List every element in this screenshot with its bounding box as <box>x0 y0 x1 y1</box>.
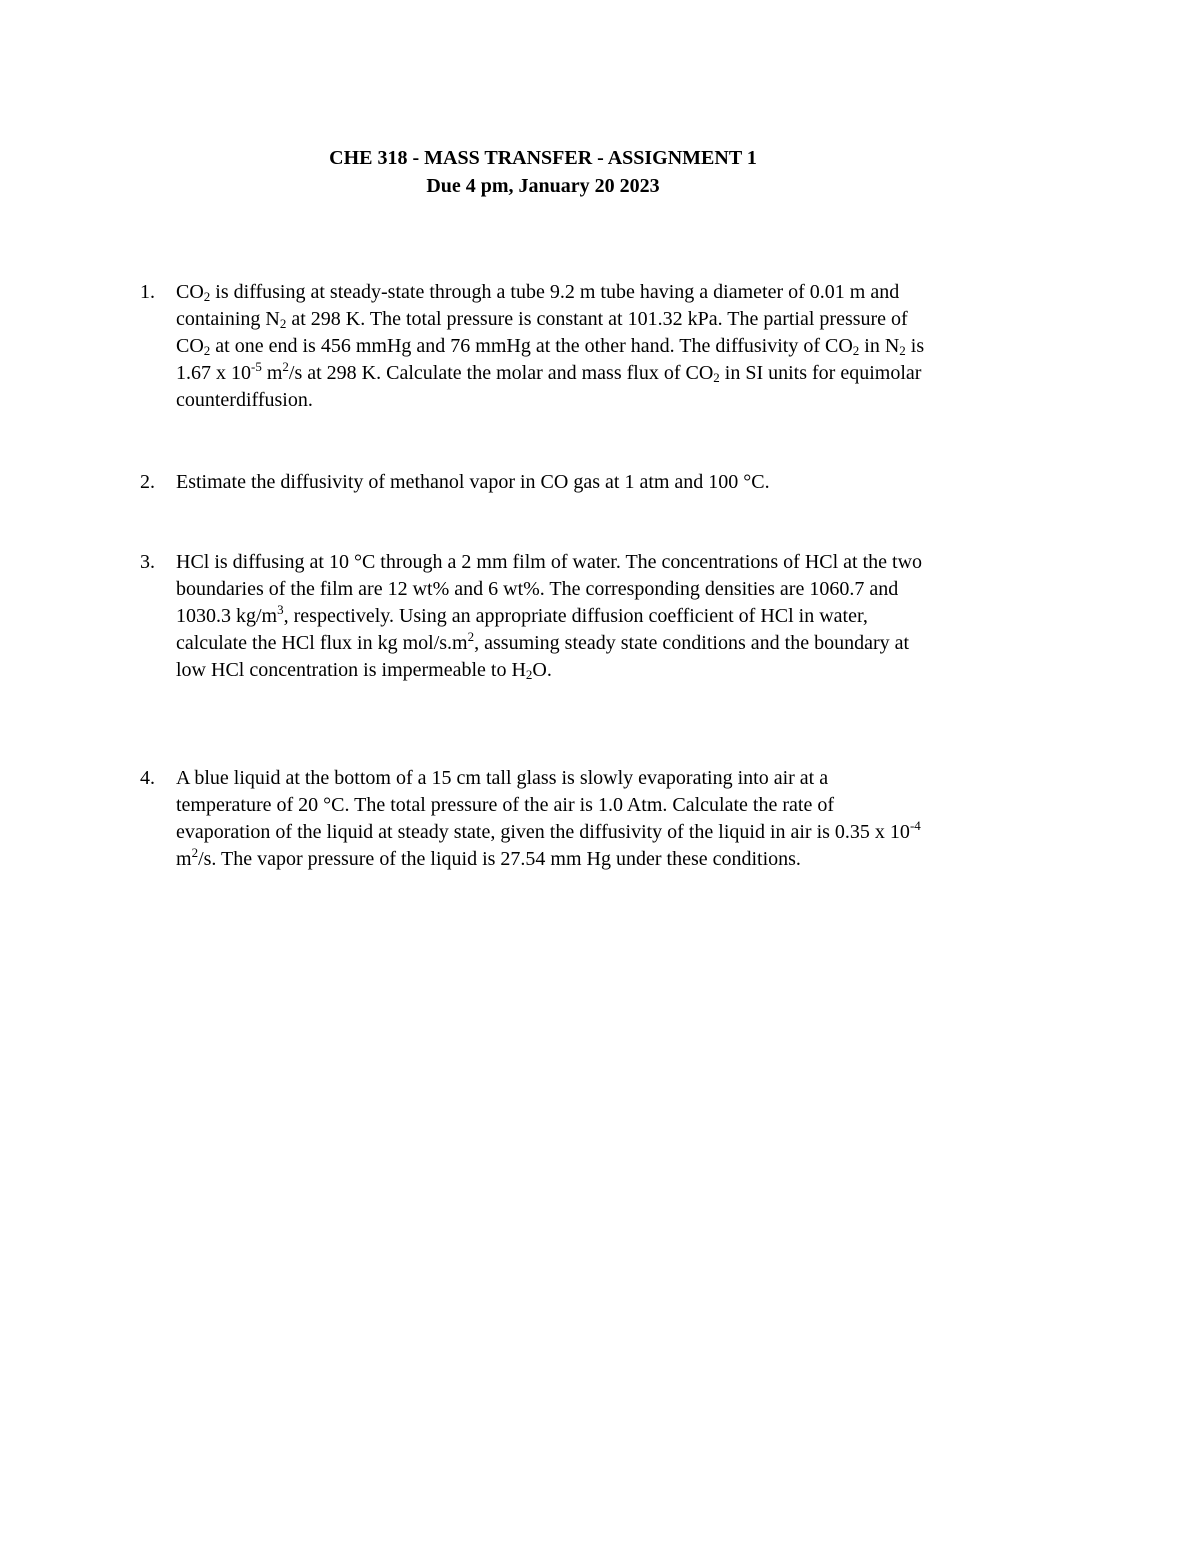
question-text-line: calculate the HCl flux in kg mol/$s.m^2$, assuming steady state conditions and the boundary at <box>176 629 910 654</box>
due-date: Due 4 pm, January 20 2023 <box>426 175 660 197</box>
subscript: 2 <box>713 370 720 385</box>
question-number: 4. <box>140 767 155 789</box>
question-body <box>176 549 1070 684</box>
question-text-line: evaporation of the liquid at steady state, given the diffusivity of the liquid in air is 0.35 x $10^{-4}$ <box>176 818 921 843</box>
question-number: 1. <box>140 281 155 303</box>
superscript: -5 <box>251 359 262 374</box>
question-text-line: containing $N_2$ at 298 K. The total pressure is constant at 101.32 kPa. The partial pressure of <box>176 308 908 331</box>
question-text-line: 1030.3 $kg/m^3$, respectively. Using an appropriate diffusion coefficient of HCl in water, <box>176 602 868 627</box>
subscript: 2 <box>279 316 287 331</box>
subscript: 2 <box>899 343 906 358</box>
question-text-line: $m^2/s$. The vapor pressure of the liquid is 27.54 mm Hg under these conditions. <box>176 845 801 870</box>
subscript: 2 <box>852 343 860 358</box>
question-text-line: 1.67 x $10^{-5}$ $m^2/s$ at 298 K. Calculate the molar and mass flux of $CO_2$ in SI units for equimolar <box>176 359 922 385</box>
question-1 <box>140 279 1070 414</box>
subscript: 2 <box>203 289 211 304</box>
question-text-line: $CO_2$ is diffusing at steady-state through a tube 9.2 m tube having a diameter of 0.01 m and <box>176 281 900 304</box>
subscript: 2 <box>525 667 533 682</box>
question-3 <box>140 549 1070 684</box>
question-text-line: Estimate the diffusivity of methanol vapor in CO gas at 1 atm and 100 °C. <box>176 471 770 493</box>
question-text-line: HCl is diffusing at 10 °C through a 2 mm film of water. The concentrations of HCl at the two <box>176 551 923 573</box>
subscript: 2 <box>203 343 211 358</box>
question-4 <box>140 765 1070 873</box>
question-text-line: temperature of 20 °C. The total pressure of the air is 1.0 Atm. Calculate the rate of <box>176 794 834 816</box>
question-body <box>176 469 1070 496</box>
document-header <box>0 144 1086 200</box>
question-text-line: counterdiffusion. <box>176 389 313 411</box>
question-number: 3. <box>140 551 155 573</box>
superscript: 2 <box>282 359 289 374</box>
assignment-title: CHE 318 - MASS TRANSFER - ASSIGNMENT 1 <box>329 147 757 169</box>
question-text-line: low HCl concentration is impermeable to $H_2O$. <box>176 659 552 682</box>
question-text-line: boundaries of the film are 12 wt% and 6 wt%. The corresponding densities are 1060.7 and <box>176 578 899 600</box>
question-body <box>176 765 1070 873</box>
superscript: 3 <box>277 602 284 617</box>
question-number: 2. <box>140 471 155 493</box>
superscript: 2 <box>191 845 199 860</box>
question-2 <box>140 469 1070 496</box>
superscript: 2 <box>467 629 475 644</box>
question-body <box>176 279 1070 414</box>
question-text-line: A blue liquid at the bottom of a 15 cm tall glass is slowly evaporating into air at a <box>176 767 829 789</box>
question-text-line: $CO_2$ at one end is 456 mmHg and 76 mmHg at the other hand. The diffusivity of $CO_2$ in $N_2$ is <box>176 335 925 358</box>
superscript: -4 <box>909 818 921 833</box>
